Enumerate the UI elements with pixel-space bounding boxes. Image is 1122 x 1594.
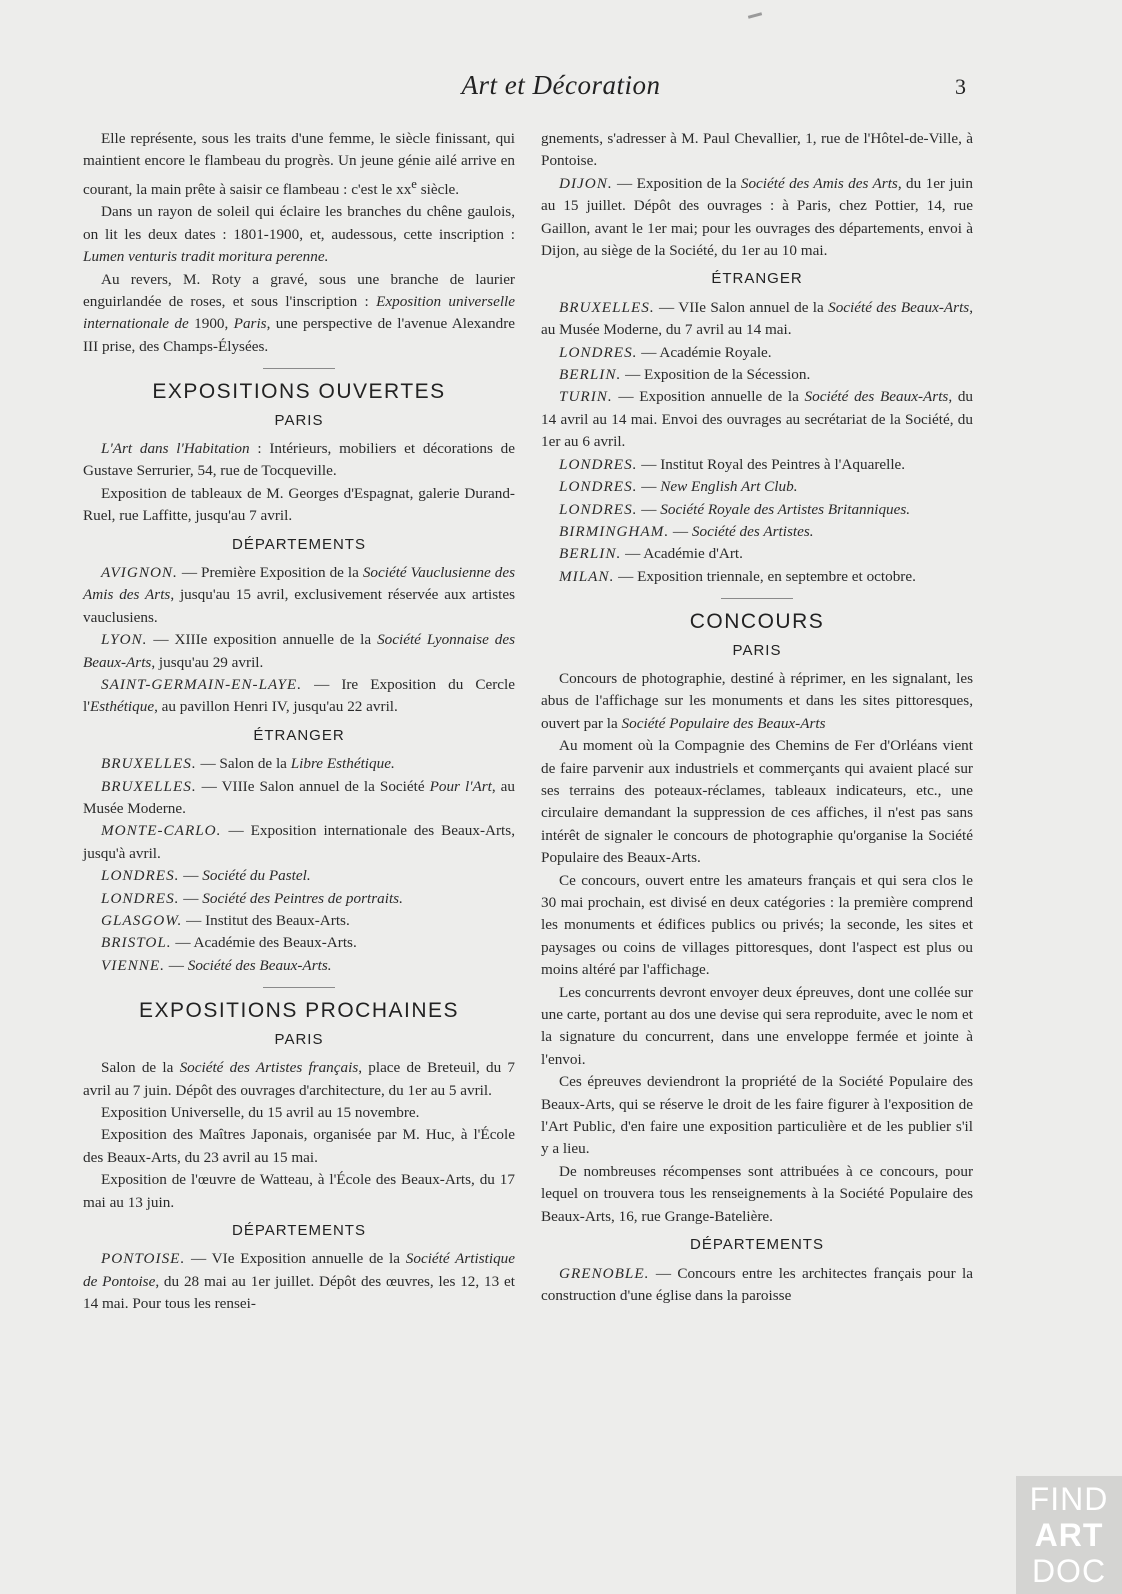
item-italic: Société Lyonnaise des Beaux-Arts — [83, 631, 515, 671]
item-text: — XIIIe exposition annuelle de la — [147, 631, 378, 649]
paragraph: Ces épreuves deviendront la propriété de la Société Populaire des Beaux-Arts, qui se réserve le droit de les faire figurer à l'exposition de l'Art Public, d'en faire une exposition particulière et de les publier s'il y a lieu. — [541, 1073, 973, 1158]
list-item — [83, 820, 515, 865]
item-text: — — [179, 867, 203, 885]
list-item — [83, 910, 515, 932]
item-tail: , au Musée Moderne. — [83, 777, 516, 818]
item-italic: New English Art Club. — [660, 478, 798, 496]
logo-line-1: FIND — [1029, 1481, 1109, 1517]
city-name: BERLIN. — [559, 545, 622, 563]
city-name: DIJON. — [559, 174, 613, 192]
item-tail: , du 28 mai au 1er juillet. Dépôt des œuvres, les 12, 13 et 14 mai. Pour tous les rensei- — [83, 1272, 515, 1313]
list-item — [541, 499, 973, 521]
list-item — [541, 173, 973, 263]
intro-paragraph-3 — [83, 269, 515, 359]
city-name: BIRMINGHAM. — [559, 522, 670, 540]
list-item — [541, 566, 973, 588]
list-item — [83, 674, 515, 719]
item-text: — Exposition internationale des Beaux-Arts, jusqu'à avril. — [83, 822, 515, 862]
item-text: — VIe Exposition annuelle de la — [185, 1250, 406, 1268]
running-title: Art et Décoration — [461, 70, 661, 100]
item-text: Salon de la — [101, 1059, 180, 1077]
item-tail: , jusqu'au 15 avril, exclusivement réservée aux artistes vauclusiens. — [83, 586, 515, 626]
city-name: LONDRES. — [559, 500, 638, 518]
list-item — [541, 476, 973, 498]
item-text: — Première Exposition de la — [177, 563, 363, 581]
item-italic: Société Royale des Artistes Britanniques. — [660, 500, 911, 518]
list-item — [83, 865, 515, 887]
subhead-departements: DÉPARTEMENTS — [690, 1236, 824, 1254]
latin-inscription: Lumen venturis tradit moritura perenne. — [83, 248, 329, 266]
city-name: AVIGNON. — [101, 563, 178, 581]
list-item — [541, 342, 973, 364]
section-heading-ouvertes: EXPOSITIONS OUVERTES — [152, 380, 446, 404]
intro-paragraph-1 — [83, 128, 515, 201]
list-item — [83, 1248, 515, 1315]
city-name: BRUXELLES. — [559, 298, 655, 316]
item-text: — Ire Exposition du Cercle l' — [83, 676, 515, 716]
item-tail: , au Musée Moderne, du 7 avril au 14 mai. — [541, 298, 973, 339]
logo-line-2: ART — [1034, 1517, 1104, 1553]
item-text: Exposition des Maîtres Japonais, organisée par M. Huc, à l'École des Beaux-Arts, du 23 avril au 15 mai. — [83, 1126, 515, 1166]
city-name: PONTOISE. — [101, 1250, 186, 1268]
item-text: — VIIe Salon annuel de la — [654, 298, 829, 316]
item-text: — Académie des Beaux-Arts. — [171, 934, 357, 952]
item-italic: Libre Esthétique. — [290, 755, 395, 773]
city-name: BRUXELLES. — [101, 777, 197, 795]
city-name: SAINT-GERMAIN-EN-LAYE. — [101, 676, 303, 693]
list-item — [541, 521, 973, 543]
item-italic: Société du Pastel. — [202, 867, 311, 885]
paragraph: De nombreuses récompenses sont attribuées à ce concours, pour lequel on trouvera tous les renseignements à la Société Populaire des Beaux-Arts, 16, rue Grange-Batelière. — [541, 1162, 973, 1225]
item-italic: Société des Beaux-Arts. — [187, 956, 332, 974]
item-italic: Esthétique — [89, 698, 155, 716]
item-tail: , place de Breteuil, du 7 avril au 7 juin. Dépôt des ouvrages d'architecture, du 1er au 5 avril. — [83, 1059, 516, 1099]
list-item — [83, 1102, 515, 1124]
item-tail: , jusqu'au 29 avril. — [151, 653, 264, 671]
paragraph: Ce concours, ouvert entre les amateurs français et qui sera clos le 30 mai prochain, est divisé en deux catégories : la première comprend les monuments et édifices publics ou privés; la seconde, les sites et paysages ou coins de villages pittoresques, dont l'aspect est plus ou moins altéré par l'affichage. — [541, 871, 973, 979]
item-italic: Société des Amis des Arts — [740, 174, 898, 192]
print-speck — [748, 12, 762, 19]
section-heading-concours: CONCOURS — [689, 610, 825, 634]
city-name: TURIN. — [559, 388, 613, 406]
subhead-paris: PARIS — [732, 641, 782, 659]
city-name: LONDRES. — [559, 343, 638, 361]
list-item — [83, 955, 515, 977]
list-item — [83, 753, 515, 775]
city-name: LONDRES. — [101, 867, 180, 885]
right-column — [541, 128, 973, 1307]
item-italic: Société des Artistes français — [179, 1059, 359, 1077]
page-number: 3 — [955, 74, 966, 99]
item-italic: L'Art dans l'Habitation — [101, 439, 250, 457]
expo-paris: Paris — [233, 315, 267, 333]
city-name: MILAN. — [559, 567, 615, 585]
subhead-departements: DÉPARTEMENTS — [232, 1221, 366, 1239]
list-item — [83, 562, 515, 629]
city-name: GRENOBLE. — [559, 1264, 650, 1282]
expo-title: Exposition universelle internationale de — [83, 292, 516, 333]
findartdoc-watermark-logo — [1016, 1476, 1122, 1594]
subhead-etranger: ÉTRANGER — [711, 270, 803, 288]
section-heading-prochaines: EXPOSITIONS PROCHAINES — [138, 999, 460, 1023]
city-name: BERLIN. — [559, 366, 622, 384]
item-text: — — [164, 956, 188, 974]
intro-text-2: Dans un rayon de soleil qui éclaire les branches du chêne gaulois, on lit les deux dates : 1801-1900, et, audessous, cette inscription : — [83, 203, 515, 243]
item-text: — Exposition annuelle de la — [612, 388, 805, 406]
item-text: Exposition de tableaux de M. Georges d'Espagnat, galerie Durand-Ruel, rue Laffitte, jusqu'au 7 avril. — [83, 484, 515, 525]
list-item — [83, 776, 515, 821]
item-text: — Académie Royale. — [637, 343, 772, 361]
item-italic: Pour l'Art — [429, 777, 492, 795]
list-item — [83, 483, 515, 528]
city-name: LONDRES. — [559, 478, 638, 496]
item-tail: , du 1er juin au 15 juillet. Dépôt des ouvrages : à Paris, chez Pottier, 14, rue Gaillon, avant le 1er mai; pour les ouvrages des départements, envoi à Dijon, au siège de la Société, du 1er au 10 mai. — [541, 174, 973, 260]
left-column — [83, 128, 515, 1316]
item-italic: Société Vauclusienne des Amis des Arts — [83, 563, 515, 604]
city-name: LYON. — [101, 631, 148, 649]
intro-text-3: Au revers, M. Roty a gravé, sous une branche de laurier enguirlandée de roses, et sous l'inscription : — [83, 270, 515, 310]
city-name: GLASGOW. — [101, 912, 183, 930]
item-tail: , du 14 avril au 14 mai. Envoi des ouvrages au secrétariat de la Société, du 1er au 6 avril. — [541, 388, 974, 451]
section-divider — [263, 368, 335, 369]
list-item — [541, 1263, 973, 1308]
subhead-departements: DÉPARTEMENTS — [232, 535, 366, 553]
item-text: — Concours entre les architectes français pour la construction d'une église dans la paroisse — [541, 1264, 973, 1304]
paragraph: Au moment où la Compagnie des Chemins de Fer d'Orléans vient de faire parvenir aux industriels et commerçants qui avaient placé sur ses terrains des poteaux-réclames, tableaux indicateurs, etc., une circulaire demandant la suppression de ces affiches, il n'est pas sans intérêt de signaler le concours de photographie qu'organise la Société Populaire des Beaux-Arts. — [541, 737, 973, 867]
item-text: — — [637, 478, 661, 496]
expo-year: 1900, — [188, 315, 234, 333]
item-tail: , au pavillon Henri IV, jusqu'au 22 avril. — [154, 698, 398, 716]
list-item — [83, 888, 515, 910]
item-italic: Société Artistique de Pontoise — [83, 1250, 515, 1290]
list-item — [83, 1124, 515, 1169]
intro-end: siècle. — [416, 180, 460, 198]
subhead-paris: PARIS — [274, 1030, 324, 1048]
subhead-etranger: ÉTRANGER — [253, 726, 345, 744]
item-text: : Intérieurs, mobiliers et décorations de Gustave Serrurier, 54, rue de Tocqueville. — [83, 439, 515, 480]
item-text: — Institut des Beaux-Arts. — [182, 912, 350, 930]
item-text: — — [179, 889, 203, 907]
list-item — [83, 629, 515, 674]
city-name: MONTE-CARLO. — [101, 822, 222, 840]
intro-text-1: Elle représente, sous les traits d'une femme, le siècle finissant, qui maintient encore le flambeau du progrès. Un jeune génie ailé arrive en courant, la main prête à saisir ce flambeau : c'est le xx — [83, 130, 515, 198]
item-italic: Société des Beaux-Arts — [804, 388, 949, 406]
paragraph — [541, 668, 973, 735]
list-item — [83, 1169, 515, 1214]
item-text: — Salon de la — [196, 755, 291, 773]
list-item — [83, 1057, 515, 1102]
item-text: — — [669, 522, 692, 540]
city-name: LONDRES. — [101, 889, 180, 907]
item-text: — — [637, 500, 661, 518]
subhead-paris: PARIS — [274, 411, 324, 429]
intro-tail: , une perspective de l'avenue Alexandre III prise, des Champs-Élysées. — [83, 315, 516, 355]
list-item-continued: gnements, s'adresser à M. Paul Chevallier, 1, rue de l'Hôtel-de-Ville, à Pontoise. — [541, 130, 973, 170]
item-text: — Exposition triennale, en septembre et octobre. — [614, 567, 916, 585]
paragraph-italic: Société Populaire des Beaux-Arts — [621, 714, 826, 732]
city-name: BRISTOL. — [101, 934, 172, 952]
list-item — [541, 297, 973, 342]
item-text: Exposition de l'œuvre de Watteau, à l'École des Beaux-Arts, du 17 mai au 13 juin. — [83, 1171, 515, 1211]
item-text: — Exposition de la — [612, 174, 741, 192]
item-text: — Académie d'Art. — [621, 545, 743, 563]
city-name: VIENNE. — [101, 956, 165, 974]
city-name: BRUXELLES. — [101, 755, 197, 773]
item-text: — VIIIe Salon annuel de la Société — [196, 777, 430, 795]
item-italic: Société des Peintres de portraits. — [202, 889, 403, 907]
section-divider — [721, 598, 793, 599]
list-item — [541, 543, 973, 565]
list-item — [541, 454, 973, 476]
item-text: Exposition Universelle, du 15 avril au 15 novembre. — [101, 1103, 420, 1121]
intro-sup: e — [411, 176, 417, 191]
item-text: — Institut Royal des Peintres à l'Aquarelle. — [637, 455, 906, 473]
list-item — [83, 438, 515, 483]
list-item — [541, 364, 973, 386]
logo-line-3: DOC — [1031, 1553, 1107, 1589]
list-item — [83, 932, 515, 954]
city-name: LONDRES. — [559, 455, 638, 473]
item-italic: Société des Artistes. — [691, 522, 814, 540]
intro-paragraph-2 — [83, 201, 515, 268]
item-text: — Exposition de la Sécession. — [621, 366, 811, 384]
paragraph-text: Concours de photographie, destiné à réprimer, en les signalant, les abus de l'affichage sur les monuments et dans les sites pittoresques, ouvert par la — [541, 669, 973, 732]
section-divider — [263, 987, 335, 988]
list-item — [541, 386, 973, 453]
item-italic: Société des Beaux-Arts — [828, 298, 970, 316]
paragraph: Les concurrents devront envoyer deux épreuves, dont une collée sur une carte, portant au dos une devise qui sera reproduite, avec le nom et la signature du concurrent, dans une enveloppe fermée et jointe à l'envoi. — [541, 983, 973, 1068]
